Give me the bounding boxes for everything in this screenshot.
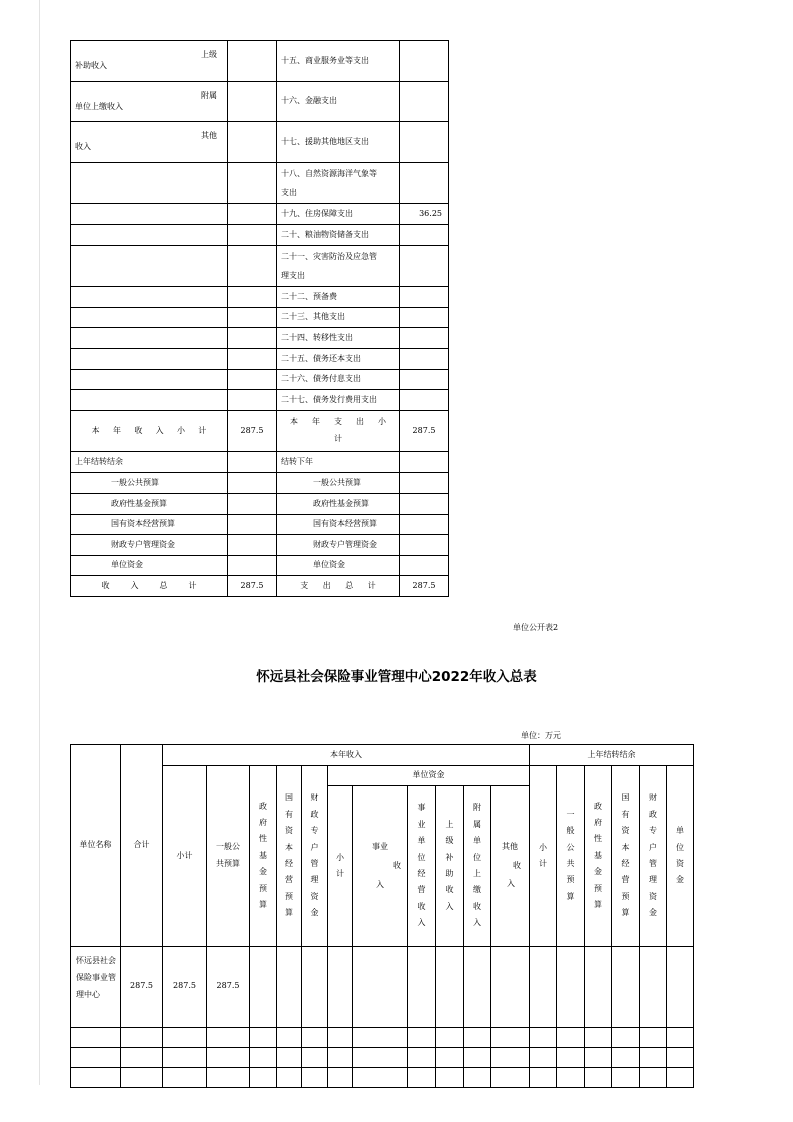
expense-item: 十八、自然资源海洋气象等 支出 — [277, 163, 400, 204]
expense-item: 二十六、债务付息支出 — [277, 370, 400, 390]
expense-item: 十七、援助其他地区支出 — [277, 122, 400, 163]
carry-next-label: 结转下年 — [277, 452, 400, 473]
header-row — [71, 745, 694, 766]
table-row — [71, 163, 449, 204]
uf-subtotal-header: 小计 — [328, 786, 353, 947]
prev-subtotal-header: 小计 — [530, 766, 557, 947]
special-account-header: 财政专户管理资金 — [302, 766, 328, 947]
total-header: 合计 — [121, 745, 163, 947]
expense-item: 十九、住房保障支出 — [277, 204, 400, 225]
expense-total-value: 287.5 — [400, 576, 449, 597]
income-total-value: 287.5 — [228, 576, 277, 597]
table-row — [71, 122, 449, 163]
table-row — [71, 41, 449, 82]
expense-item: 二十七、债务发行费用支出 — [277, 390, 400, 411]
income-summary-table — [70, 744, 694, 1088]
general-budget-cell: 287.5 — [207, 947, 250, 1028]
prev-general-header: 一般公共预算 — [557, 766, 585, 947]
prev-gov-fund-header: 政府性基金预算 — [585, 766, 612, 947]
table-row: 政府性基金预算 政府性基金预算 — [71, 494, 449, 515]
subtotal-header: 小计 — [163, 766, 207, 947]
table-row: 财政专户管理资金 财政专户管理资金 — [71, 535, 449, 556]
subtotal-row — [71, 411, 449, 452]
table-row — [71, 390, 449, 411]
affiliated-income-header: 附属单位上缴收入 — [464, 786, 491, 947]
unit-label: 单位：万元 — [521, 731, 561, 740]
table-row — [71, 349, 449, 370]
expense-subtotal-label: 本 年 支 出 小 计 — [277, 411, 400, 452]
general-budget-header: 一般公共预算 — [207, 766, 250, 947]
table-row: 一般公共预算 一般公共预算 — [71, 473, 449, 494]
table-row — [71, 370, 449, 390]
table-row: 单位资金 单位资金 — [71, 556, 449, 576]
table-row — [71, 1028, 694, 1048]
table-row: 国有资本经营预算 国有资本经营预算 — [71, 515, 449, 535]
table-row — [71, 225, 449, 246]
income-subtotal-label: 本 年 收 入 小 计 — [71, 411, 228, 452]
table-row — [71, 308, 449, 328]
expense-item: 十五、商业服务业等支出 — [277, 41, 400, 82]
table-id-label: 单位公开表2 — [513, 623, 559, 632]
page-margin-line — [39, 0, 40, 1085]
expense-total-label: 支 出 总 计 — [277, 576, 400, 597]
unit-name-cell: 怀远县社会保险事业管理中心 — [71, 947, 121, 1028]
expense-item: 二十五、债务还本支出 — [277, 349, 400, 370]
total-cell: 287.5 — [121, 947, 163, 1028]
prev-state-capital-header: 国有资本经营预算 — [612, 766, 640, 947]
page-title: 怀远县社会保险事业管理中心2022年收入总表 — [256, 669, 537, 685]
income-item: 附属 单位上缴收入 — [71, 82, 228, 122]
expense-item: 二十四、转移性支出 — [277, 328, 400, 349]
table-row — [71, 1068, 694, 1088]
income-expense-summary-table — [70, 40, 449, 597]
table-row — [71, 947, 694, 1028]
expense-item: 二十三、其他支出 — [277, 308, 400, 328]
expense-value: 36.25 — [400, 204, 449, 225]
income-subtotal-value: 287.5 — [228, 411, 277, 452]
expense-item: 二十、粮油物资储备支出 — [277, 225, 400, 246]
unit-name-header: 单位名称 — [71, 745, 121, 947]
business-income-header: 事业 收 入 — [353, 786, 408, 947]
superior-subsidy-header: 上级补助收入 — [436, 786, 464, 947]
table-row — [71, 246, 449, 287]
income-item: 上级 补助收入 — [71, 41, 228, 82]
other-income-header: 其他 收 入 — [491, 786, 530, 947]
income-total-label: 收 入 总 计 — [71, 576, 228, 597]
total-row — [71, 576, 449, 597]
prev-special-header: 财政专户管理资金 — [640, 766, 667, 947]
header-row — [71, 766, 694, 786]
table-row — [71, 328, 449, 349]
expense-item: 十六、金融支出 — [277, 82, 400, 122]
gov-fund-header: 政府性基金预算 — [250, 766, 277, 947]
carry-row — [71, 452, 449, 473]
expense-item: 二十一、灾害防治及应急管 理支出 — [277, 246, 400, 287]
table-row — [71, 287, 449, 308]
subtotal-cell: 287.5 — [163, 947, 207, 1028]
table-row — [71, 204, 449, 225]
table-row — [71, 82, 449, 122]
prior-year-carry-header: 上年结转结余 — [530, 745, 694, 766]
prev-unit-funds-header: 单位资金 — [667, 766, 694, 947]
current-year-income-header: 本年收入 — [163, 745, 530, 766]
income-item: 其他 收入 — [71, 122, 228, 163]
table-row — [71, 1048, 694, 1068]
state-capital-header: 国有资本经营预算 — [277, 766, 302, 947]
expense-subtotal-value: 287.5 — [400, 411, 449, 452]
unit-funds-header: 单位资金 — [328, 766, 530, 786]
operating-income-header: 事业单位经营收入 — [408, 786, 436, 947]
prior-carry-label: 上年结转结余 — [71, 452, 228, 473]
expense-item: 二十二、预备费 — [277, 287, 400, 308]
